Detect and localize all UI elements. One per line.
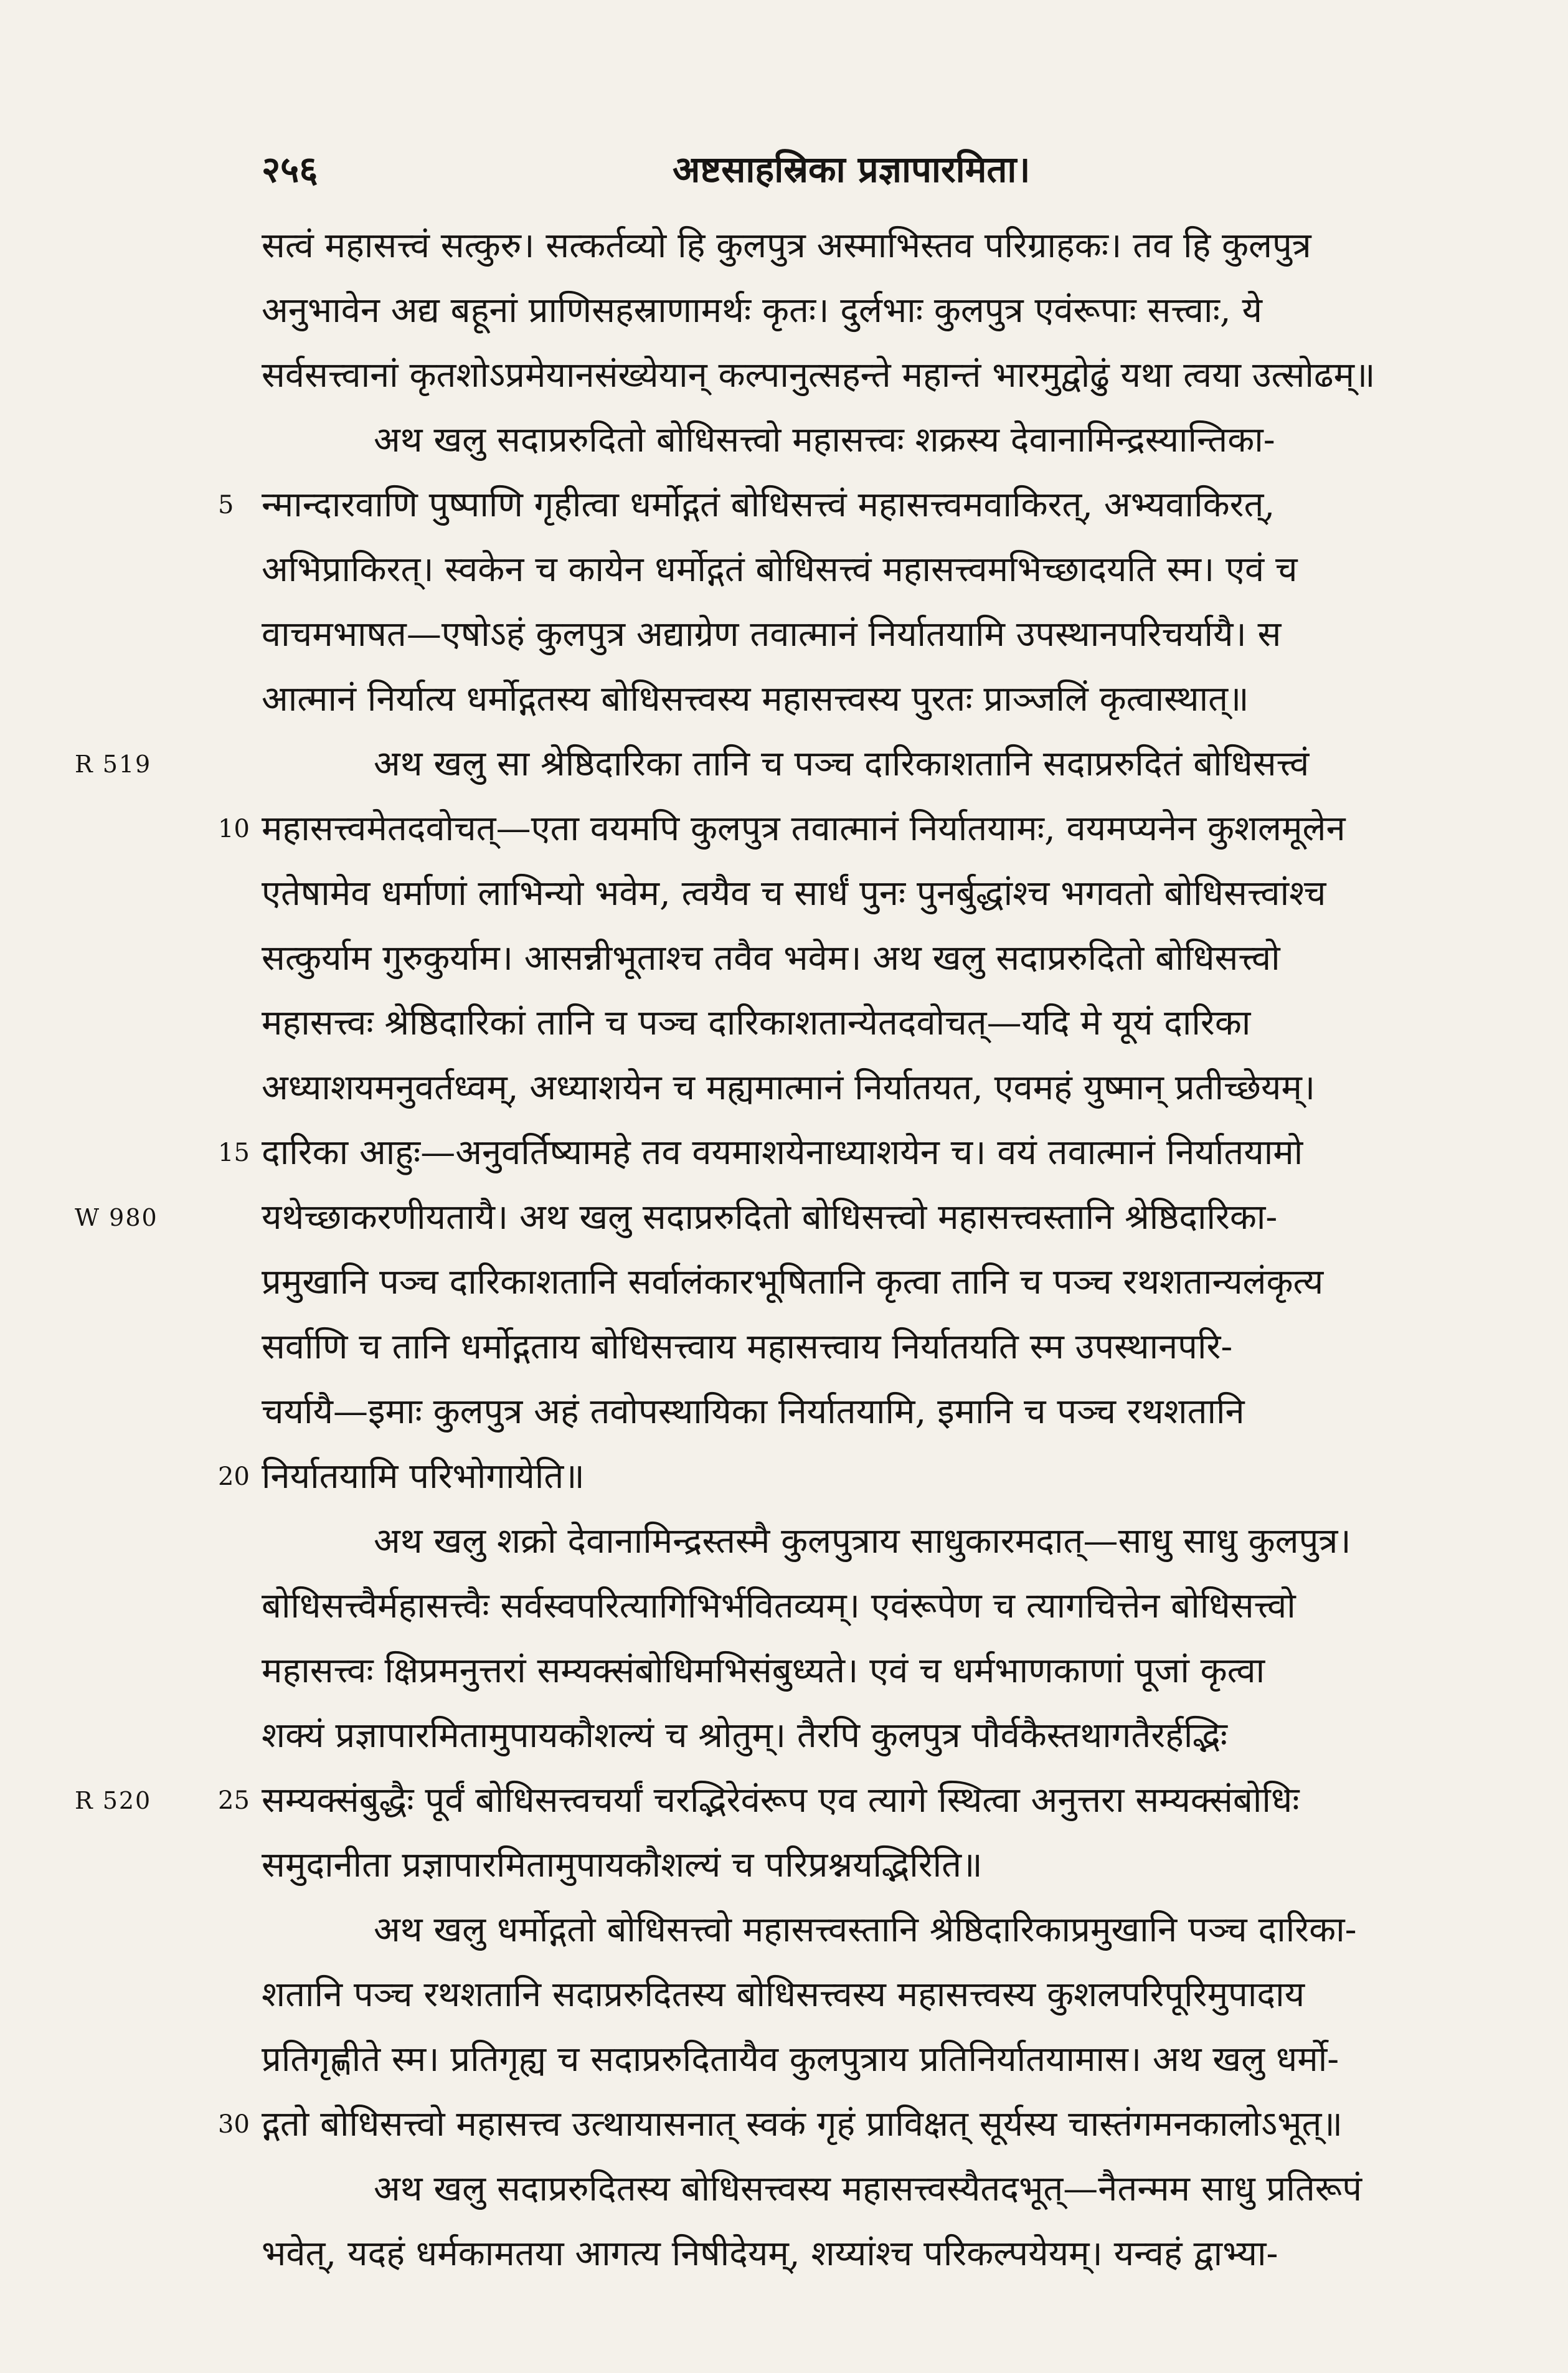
text-line: द्गतो बोधिसत्त्वो महासत्त्व उत्थायासनात् स्वकं गृहं प्राविक्षत् सूर्यस्य चास्तंगमनकालोऽभूत्॥ <box>262 2104 1343 2144</box>
text-line: प्रतिगृह्णीते स्म। प्रतिगृह्य च सदाप्ररुदितायैव कुलपुत्राय प्रतिनिर्यातयामास। अथ खलु धर्मो- <box>262 2039 1339 2080</box>
text-line: भवेत्, यदहं धर्मकामतया आगत्य निषीदेयम्, शय्यांश्च परिकल्पयेयम्। यन्वहं द्वाभ्या- <box>262 2233 1278 2274</box>
margin-reference: R 520 <box>75 1787 152 1814</box>
text-line: सत्कुर्याम गुरुकुर्याम। आसन्नीभूताश्च तवैव भवेम। अथ खलु सदाप्ररुदितो बोधिसत्त्वो <box>262 938 1280 978</box>
text-line: न्मान्दारवाणि पुष्पाणि गृहीत्वा धर्मोद्गतं बोधिसत्त्वं महासत्त्वमवाकिरत्, अभ्यवाकिरत्, <box>262 485 1275 525</box>
text-line: आत्मानं निर्यात्य धर्मोद्गतस्य बोधिसत्त्वस्य महासत्त्वस्य पुरतः प्राञ्जलिं कृत्वास्थात्॥ <box>262 679 1249 719</box>
page-header <box>262 143 1470 199</box>
text-line: अभिप्राकिरत्। स्वकेन च कायेन धर्मोद्गतं बोधिसत्त्वं महासत्त्वमभिच्छादयति स्म। एवं च <box>262 549 1298 590</box>
page-number: २५६ <box>262 148 318 191</box>
line-number: 10 <box>218 815 250 843</box>
text-line: निर्यातयामि परिभोगायेति॥ <box>262 1456 585 1497</box>
text-line: सम्यक्संबुद्धैः पूर्वं बोधिसत्त्वचर्यां चरद्भिरेवंरूप एव त्यागे स्थित्वा अनुत्तरा सम्यक्संबोधिः <box>262 1780 1300 1821</box>
text-line: सत्वं महासत्त्वं सत्कुरु। सत्कर्तव्यो हि कुलपुत्र अस्माभिस्तव परिग्राहकः। तव हि कुलपुत्र <box>262 225 1311 266</box>
text-line: अध्याशयमनुवर्तध्वम्, अध्याशयेन च मह्यमात्मानं निर्यातयत, एवमहं युष्मान् प्रतीच्छेयम्। <box>262 1068 1316 1108</box>
text-line: यथेच्छाकरणीयतायै। अथ खलु सदाप्ररुदितो बोधिसत्त्वो महासत्त्वस्तानि श्रेष्ठिदारिका- <box>262 1197 1278 1238</box>
text-line: बोधिसत्त्वैर्महासत्त्वैः सर्वस्वपरित्यागिभिर्भवितव्यम्। एवंरूपेण च त्यागचित्तेन बोधिसत्त्वो <box>262 1586 1296 1626</box>
text-line: महासत्त्वमेतदवोचत्—एता वयमपि कुलपुत्र तवात्मानं निर्यातयामः, वयमप्यनेन कुशलमूलेन <box>262 808 1346 849</box>
text-line: अथ खलु सदाप्ररुदितो बोधिसत्त्वो महासत्त्वः शक्रस्य देवानामिन्द्रस्यान्तिका- <box>374 420 1275 460</box>
margin-reference: W 980 <box>75 1204 158 1231</box>
text-line: अथ खलु धर्मोद्गतो बोधिसत्त्वो महासत्त्वस्तानि श्रेष्ठिदारिकाप्रमुखानि पञ्च दारिका- <box>374 1910 1357 1950</box>
text-line: सर्वसत्त्वानां कृतशोऽप्रमेयानसंख्येयान् कल्पानुत्सहन्ते महान्तं भारमुद्वोढुं यथा त्वया उत्सोढम्॥ <box>262 355 1376 396</box>
text-line: महासत्त्वः क्षिप्रमनुत्तरां सम्यक्संबोधिमभिसंबुध्यते। एवं च धर्मभाणकाणां पूजां कृत्वा <box>262 1651 1265 1691</box>
text-line: एतेषामेव धर्माणां लाभिन्यो भवेम, त्वयैव च सार्धं पुनः पुनर्बुद्धांश्च भगवतो बोधिसत्त्वांश्च <box>262 873 1326 914</box>
text-line: सर्वाणि च तानि धर्मोद्गताय बोधिसत्त्वाय महासत्त्वाय निर्यातयति स्म उपस्थानपरि- <box>262 1327 1233 1367</box>
running-title: अष्टसाहस्रिका प्रज्ञापारमिता। <box>673 148 1031 191</box>
line-number: 25 <box>218 1786 250 1815</box>
line-number: 15 <box>218 1139 250 1167</box>
line-number: 30 <box>218 2110 250 2139</box>
text-line: अनुभावेन अद्य बहूनां प्राणिसहस्राणामर्थः कृतः। दुर्लभाः कुलपुत्र एवंरूपाः सत्त्वाः, ये <box>262 290 1262 331</box>
line-number: 20 <box>218 1462 250 1491</box>
margin-reference: R 519 <box>75 751 152 778</box>
text-line: प्रमुखानि पञ्च दारिकाशतानि सर्वालंकारभूषितानि कृत्वा तानि च पञ्च रथशतान्यलंकृत्य <box>262 1262 1324 1302</box>
text-line: वाचमभाषत—एषोऽहं कुलपुत्र अद्याग्रेण तवात्मानं निर्यातयामि उपस्थानपरिचर्यायै। स <box>262 614 1282 655</box>
text-line: शक्यं प्रज्ञापारमितामुपायकौशल्यं च श्रोतुम्। तैरपि कुलपुत्र पौर्वकैस्तथागतैरर्हद्भिः <box>262 1715 1227 1756</box>
text-line: शतानि पञ्च रथशतानि सदाप्ररुदितस्य बोधिसत्त्वस्य महासत्त्वस्य कुशलपरिपूरिमुपादाय <box>262 1974 1305 2015</box>
text-line: दारिका आहुः—अनुवर्तिष्यामहे तव वयमाशयेनाध्याशयेन च। वयं तवात्मानं निर्यातयामो <box>262 1132 1303 1173</box>
line-number: 5 <box>218 491 234 519</box>
text-line: महासत्त्वः श्रेष्ठिदारिकां तानि च पञ्च दारिकाशतान्येतदवोचत्—यदि मे यूयं दारिका <box>262 1003 1251 1043</box>
text-line: अथ खलु सदाप्ररुदितस्य बोधिसत्त्वस्य महासत्त्वस्यैतदभूत्—नैतन्मम साधु प्रतिरूपं <box>374 2169 1363 2209</box>
text-line: चर्यायै—इमाः कुलपुत्र अहं तवोपस्थायिका निर्यातयामि, इमानि च पञ्च रथशतानि <box>262 1391 1245 1432</box>
text-line: समुदानीता प्रज्ञापारमितामुपायकौशल्यं च परिप्रश्नयद्भिरिति॥ <box>262 1845 983 1885</box>
text-line: अथ खलु सा श्रेष्ठिदारिका तानि च पञ्च दारिकाशतानि सदाप्ररुदितं बोधिसत्त्वं <box>374 744 1310 784</box>
text-line: अथ खलु शक्रो देवानामिन्द्रस्तस्मै कुलपुत्राय साधुकारमदात्—साधु साधु कुलपुत्र। <box>374 1521 1351 1561</box>
